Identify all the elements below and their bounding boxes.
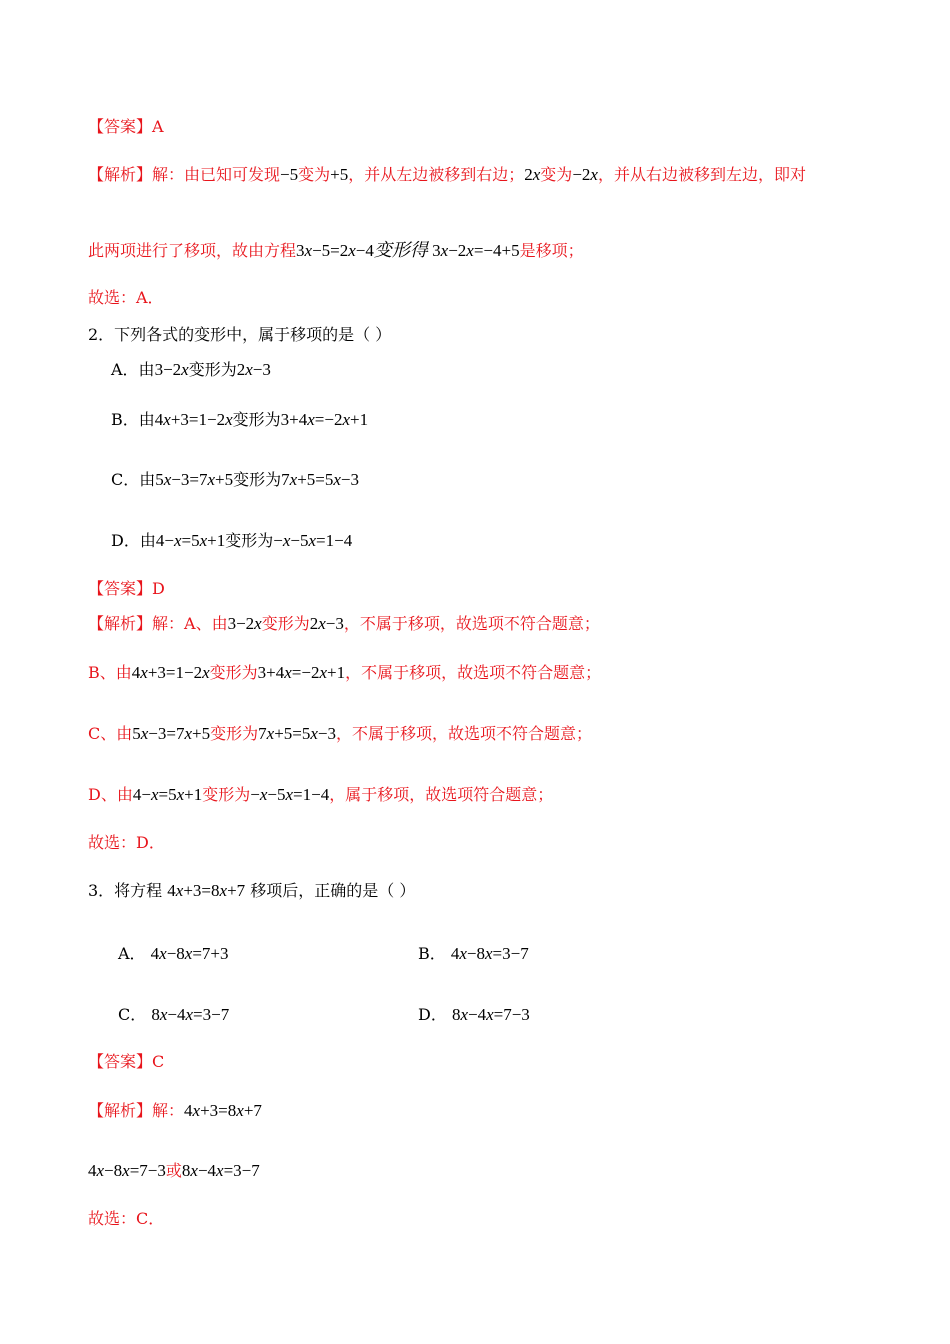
q3-conclusion: 故选：C． — [88, 1209, 165, 1228]
math-term — [228, 614, 262, 633]
math-var: x — [140, 724, 149, 743]
math-part: −8 — [466, 944, 485, 963]
math-part: −3 — [252, 360, 271, 379]
analysis-text: D、由 — [88, 785, 133, 804]
math-part: =5 — [181, 531, 200, 550]
math-part: −4 — [167, 1005, 186, 1024]
math-var: x — [285, 785, 294, 804]
math-part: −4 — [355, 241, 374, 260]
option-label: B．由 — [111, 410, 155, 429]
math-part: =1−4 — [316, 531, 353, 550]
math-part: +5 — [330, 165, 349, 184]
math-equation — [167, 881, 245, 900]
analysis-text: 变形为 — [261, 614, 310, 633]
math-part: +3=1−2 — [170, 410, 226, 429]
math-term — [310, 614, 344, 633]
math-var: x — [173, 531, 182, 550]
answer-value: A — [152, 117, 164, 136]
math-part: 4 — [131, 663, 141, 682]
q2-option-a — [111, 359, 271, 381]
math-part: −8 — [104, 1161, 123, 1180]
math-var: x — [219, 881, 228, 900]
math-part: −3=7 — [171, 470, 208, 489]
math-term — [572, 165, 598, 184]
math-var: x — [245, 360, 253, 379]
math-part: =3−7 — [193, 1005, 230, 1024]
math-var: x — [140, 663, 148, 682]
option-text: 变形为 — [188, 360, 237, 379]
math-term — [281, 470, 359, 489]
math-term — [258, 724, 336, 743]
math-part: 4− — [155, 531, 174, 550]
q2-analysis-a — [88, 613, 600, 635]
math-var: x — [150, 785, 159, 804]
math-part: =7−3 — [129, 1161, 166, 1180]
math-var: x — [307, 410, 315, 429]
analysis-text: 解： — [152, 1101, 185, 1120]
math-part: =7−3 — [493, 1005, 530, 1024]
math-part: 3+4 — [280, 410, 308, 429]
analysis-text: 变为 — [540, 165, 573, 184]
math-var: x — [259, 785, 268, 804]
math-part: 4 — [184, 1101, 193, 1120]
math-var: x — [190, 1161, 198, 1180]
math-part: −3 — [317, 724, 337, 743]
math-part: +7 — [227, 881, 246, 900]
analysis-text: 解：A、由 — [152, 614, 228, 633]
option-label: D． — [418, 1005, 447, 1024]
math-part: =7+3 — [192, 944, 229, 963]
q2-analysis-b — [88, 662, 601, 684]
math-part: =−2 — [314, 410, 343, 429]
math-part: +5 — [192, 724, 211, 743]
math-part: −8 — [166, 944, 185, 963]
analysis-text: 是移项； — [519, 241, 584, 260]
option-label: D．由 — [111, 531, 156, 550]
q2-analysis-d — [88, 784, 553, 806]
math-var: x — [310, 724, 318, 743]
math-term — [151, 1005, 229, 1024]
math-part: −5 — [280, 165, 299, 184]
q3-option-d — [418, 1004, 530, 1026]
math-var: x — [333, 470, 341, 489]
analysis-text: 变形为 — [210, 724, 259, 743]
stem-text: 3．将方程 — [88, 881, 163, 900]
q1-analysis-line2 — [88, 240, 584, 262]
q2-conclusion: 故选：D． — [88, 833, 165, 852]
q3-option-b — [418, 943, 529, 965]
math-term — [155, 410, 233, 429]
math-var: x — [590, 165, 598, 184]
math-var: x — [319, 663, 328, 682]
math-part: +1 — [350, 410, 369, 429]
q2-option-c — [111, 469, 359, 491]
math-part: 4 — [450, 944, 460, 963]
option-text: 变形为 — [225, 531, 274, 550]
q3-answer — [88, 1051, 164, 1073]
q2-stem: 2．下列各式的变形中，属于移项的是（ ） — [88, 325, 392, 344]
math-term — [237, 360, 271, 379]
math-equation — [88, 1161, 166, 1180]
math-term — [151, 944, 229, 963]
math-var: x — [96, 1161, 105, 1180]
math-var: x — [266, 724, 275, 743]
math-part: +3=8 — [200, 1101, 237, 1120]
math-term — [452, 1005, 530, 1024]
math-var: x — [459, 944, 467, 963]
q3-option-c — [118, 1004, 229, 1026]
math-term — [132, 663, 210, 682]
math-term — [258, 663, 345, 682]
math-part: +1 — [184, 785, 203, 804]
math-part: −3 — [340, 470, 360, 489]
math-part: − — [273, 531, 283, 550]
math-part: =1−4 — [293, 785, 330, 804]
analysis-text: ，不属于移项，故选项不符合题意； — [336, 724, 593, 743]
math-part: +1 — [327, 663, 346, 682]
math-part: −5=2 — [312, 241, 349, 260]
option-label: C． — [118, 1005, 147, 1024]
math-var: x — [440, 241, 449, 260]
answer-tag: 【答案】 — [88, 579, 153, 598]
math-var: x — [236, 1101, 244, 1120]
math-term — [273, 531, 352, 550]
math-var: x — [122, 1161, 130, 1180]
analysis-text: 变形得 — [373, 240, 428, 261]
math-var: x — [163, 470, 172, 489]
math-part: − — [250, 785, 260, 804]
math-var: x — [254, 614, 262, 633]
analysis-text: ，不属于移项，故选项不符合题意； — [343, 614, 600, 633]
math-var: x — [159, 1005, 168, 1024]
math-var: x — [348, 241, 356, 260]
math-var: x — [532, 165, 541, 184]
analysis-tag: 【解析】 — [88, 165, 153, 184]
math-var: x — [466, 241, 474, 260]
math-part: =3−7 — [492, 944, 529, 963]
analysis-text: ，不属于移项，故选项不符合题意； — [345, 663, 602, 682]
math-var: x — [163, 410, 171, 429]
math-var: x — [184, 944, 193, 963]
math-part: +1 — [207, 531, 226, 550]
math-term — [281, 410, 368, 429]
math-part: −2 — [572, 165, 591, 184]
math-term — [524, 165, 540, 184]
math-var: x — [159, 944, 167, 963]
q3-analysis-line1 — [88, 1100, 262, 1122]
math-part: 4 — [88, 1161, 97, 1180]
math-term — [133, 785, 202, 804]
q2-option-d — [111, 530, 352, 552]
math-var: x — [202, 663, 210, 682]
math-part: 2 — [309, 614, 319, 633]
analysis-text: 变为 — [298, 165, 331, 184]
math-term — [280, 165, 298, 184]
math-var: x — [199, 531, 208, 550]
math-part: 4− — [132, 785, 151, 804]
math-var: x — [181, 360, 189, 379]
math-part: 8 — [151, 1005, 160, 1024]
option-label: B． — [418, 944, 446, 963]
math-term — [330, 165, 348, 184]
option-text: 变形为 — [232, 410, 281, 429]
math-var: x — [485, 944, 493, 963]
math-part: =5 — [158, 785, 177, 804]
answer-value: D — [152, 579, 165, 598]
q3-option-a — [118, 943, 229, 965]
math-var: x — [308, 531, 317, 550]
math-part: −2 — [448, 241, 467, 260]
math-var: x — [460, 1005, 468, 1024]
analysis-text: ，并从右边被移到左边，即对 — [597, 165, 806, 184]
math-part: −3 — [325, 614, 344, 633]
analysis-text: B、由 — [88, 663, 132, 682]
math-equation — [182, 1161, 260, 1180]
math-equation — [428, 241, 520, 260]
q3-analysis-line2 — [88, 1160, 260, 1182]
q2-option-b — [111, 409, 368, 431]
analysis-text: 或 — [165, 1161, 182, 1180]
math-var: x — [216, 1161, 224, 1180]
math-part: +3=1−2 — [147, 663, 203, 682]
analysis-text: 变形为 — [202, 785, 251, 804]
analysis-tag: 【解析】 — [88, 1101, 153, 1120]
math-part: +3=8 — [183, 881, 220, 900]
math-var: x — [289, 470, 298, 489]
q3-stem — [88, 880, 415, 902]
math-part: 2 — [236, 360, 246, 379]
math-var: x — [282, 531, 291, 550]
math-part: 3 — [296, 241, 305, 260]
math-var: x — [304, 241, 313, 260]
math-part: −4 — [197, 1161, 217, 1180]
math-part: =−4+5 — [473, 241, 520, 260]
math-part: 4 — [167, 881, 176, 900]
option-text: 变形为 — [233, 470, 282, 489]
math-term — [132, 724, 210, 743]
math-var: x — [284, 663, 292, 682]
math-var: x — [192, 1101, 201, 1120]
q1-answer — [88, 116, 164, 138]
math-var: x — [342, 410, 351, 429]
math-part: +5 — [215, 470, 234, 489]
math-term — [155, 360, 189, 379]
math-term — [156, 531, 225, 550]
math-part: −4 — [467, 1005, 487, 1024]
math-term — [250, 785, 329, 804]
math-part: +7 — [243, 1101, 262, 1120]
stem-text: 移项后，正确的是（ ） — [250, 881, 416, 900]
option-label: C．由 — [111, 470, 156, 489]
math-part: 3−2 — [154, 360, 182, 379]
q2-answer — [88, 578, 165, 600]
math-part: 7 — [281, 470, 290, 489]
math-var: x — [175, 881, 184, 900]
math-part: 3−2 — [227, 614, 255, 633]
analysis-text: 此两项进行了移项，故由方程 — [88, 241, 297, 260]
analysis-text: 变形为 — [209, 663, 258, 682]
option-label: A．由 — [111, 360, 155, 379]
math-var: x — [184, 724, 193, 743]
math-part: 8 — [451, 1005, 461, 1024]
math-part: +5=5 — [274, 724, 311, 743]
math-equation — [296, 241, 374, 260]
analysis-text: 解：由已知可发现 — [152, 165, 281, 184]
answer-value: C — [152, 1052, 165, 1071]
analysis-tag: 【解析】 — [88, 614, 153, 633]
math-part: 8 — [181, 1161, 191, 1180]
q1-conclusion: 故选：A． — [88, 288, 164, 307]
q2-analysis-c — [88, 723, 592, 745]
math-part: −5 — [290, 531, 309, 550]
math-part: −5 — [267, 785, 286, 804]
math-part: =−2 — [291, 663, 320, 682]
math-part: 4 — [150, 944, 160, 963]
math-var: x — [185, 1005, 194, 1024]
math-part: 3+4 — [257, 663, 285, 682]
math-equation — [184, 1101, 262, 1120]
option-label: A． — [118, 944, 146, 963]
q1-analysis-line1 — [88, 164, 806, 186]
answer-tag: 【答案】 — [88, 117, 153, 136]
analysis-text: C、由 — [88, 724, 133, 743]
math-var: x — [486, 1005, 494, 1024]
analysis-text: ，属于移项，故选项符合题意； — [329, 785, 554, 804]
math-part: 5 — [132, 724, 141, 743]
math-part: 7 — [258, 724, 267, 743]
math-part: 2 — [524, 165, 533, 184]
math-part: 5 — [155, 470, 164, 489]
math-term — [155, 470, 233, 489]
math-part: =3−7 — [223, 1161, 260, 1180]
answer-tag: 【答案】 — [88, 1052, 153, 1071]
math-part: −3=7 — [148, 724, 185, 743]
math-var: x — [176, 785, 185, 804]
math-var: x — [318, 614, 326, 633]
math-part: 4 — [154, 410, 164, 429]
math-var: x — [225, 410, 233, 429]
math-part: +5=5 — [297, 470, 334, 489]
math-part: 3 — [432, 241, 441, 260]
math-var: x — [207, 470, 216, 489]
analysis-text: ，并从左边被移到右边； — [348, 165, 525, 184]
math-term — [451, 944, 529, 963]
